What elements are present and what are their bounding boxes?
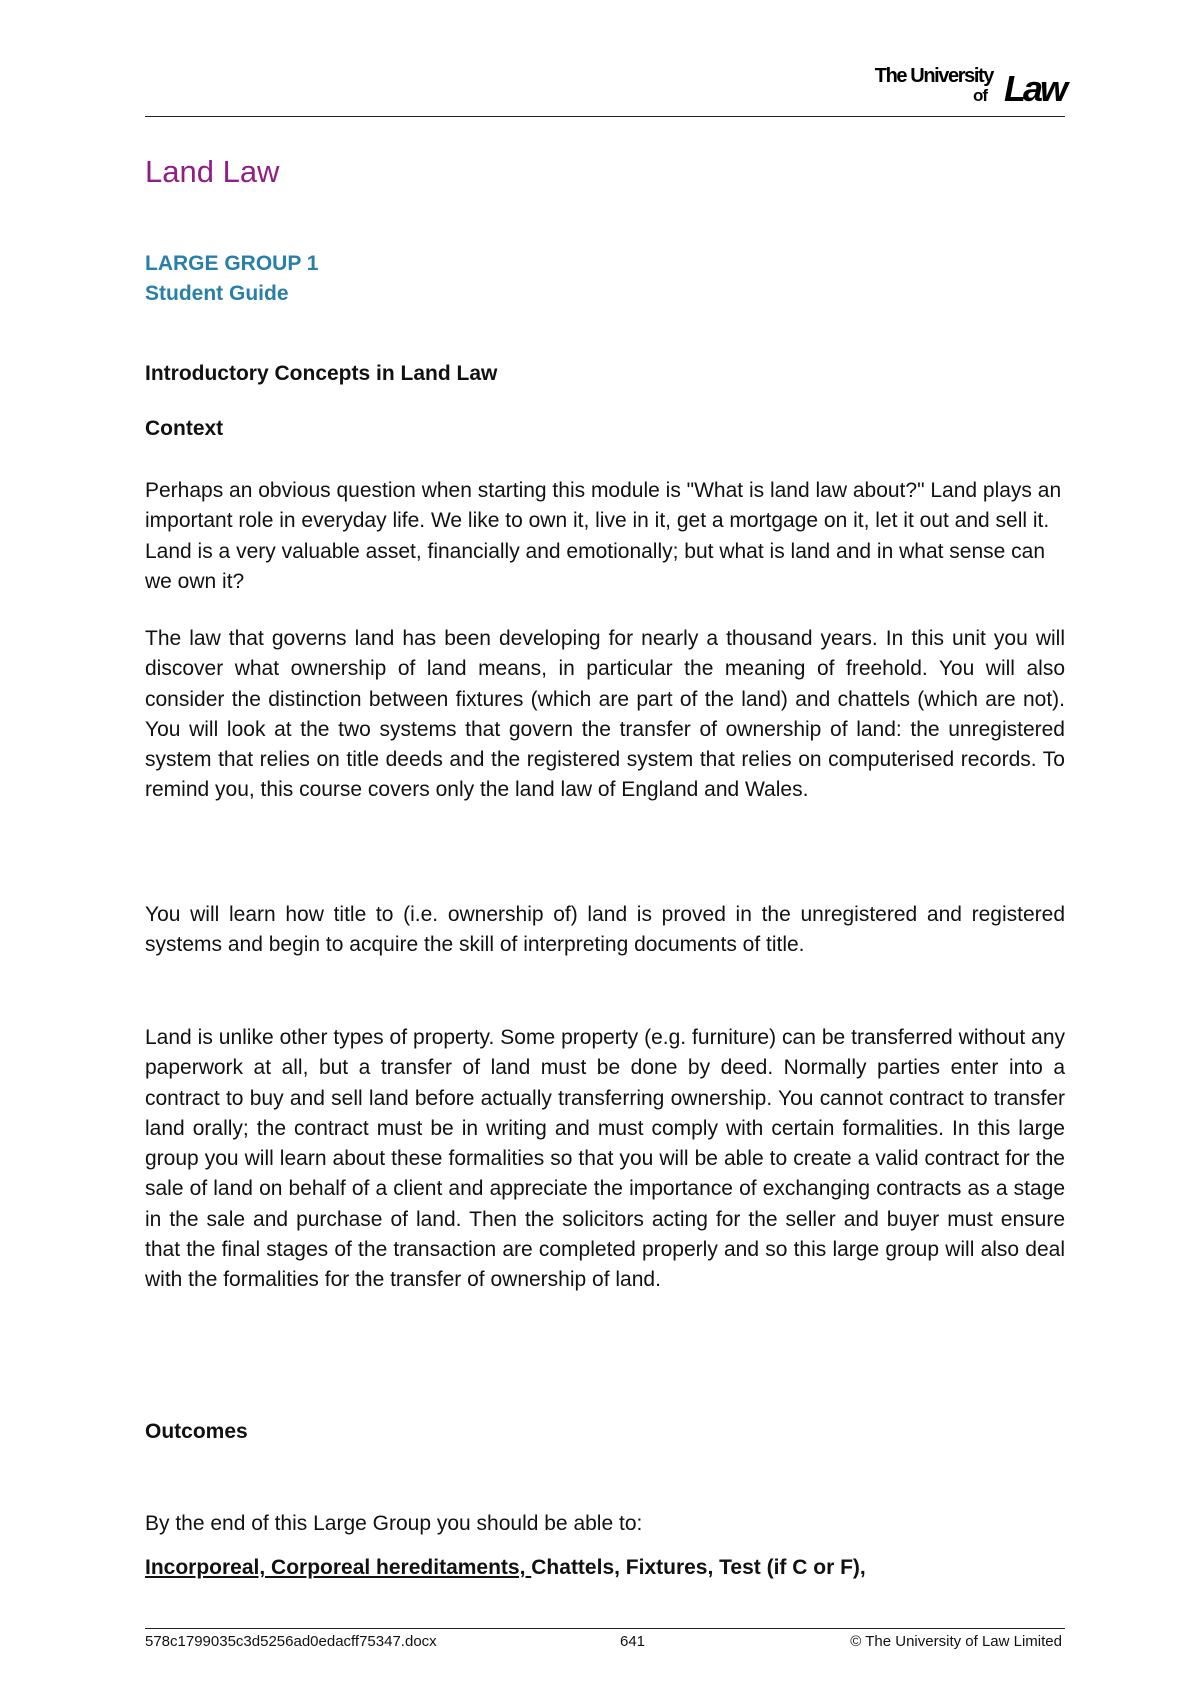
paragraph-1: Perhaps an obvious question when starting this module is "What is land law about?" Land plays an important role in everyday life. We like to own it, live in it, get a mortgage on it, let it out and sell it. Land is a very valuable asset, financially and emotionally; but what is land and in what sense can we own it? bbox=[145, 479, 1062, 593]
footer-divider bbox=[145, 1628, 1065, 1629]
header-divider bbox=[145, 116, 1065, 117]
page-title: Land Law bbox=[145, 154, 280, 189]
footer-copyright: © The University of Law Limited bbox=[850, 1633, 1062, 1650]
logo-text-line1: The University bbox=[874, 65, 993, 87]
outcomes-heading: Outcomes bbox=[145, 1420, 248, 1443]
keywords-rest: Chattels, Fixtures, Test (if C or F), bbox=[531, 1556, 866, 1579]
university-logo bbox=[860, 62, 1065, 110]
document-subtitle bbox=[145, 249, 318, 309]
footer-filename: 578c1799035c3d5256ad0edacff75347.docx bbox=[145, 1633, 437, 1650]
logo-text-line3: Law bbox=[1003, 68, 1065, 109]
outcomes-intro: By the end of this Large Group you should be able to: bbox=[145, 1512, 643, 1535]
subtitle-line2: Student Guide bbox=[145, 282, 289, 305]
keywords-line bbox=[145, 1556, 866, 1580]
subtitle-line1: LARGE GROUP 1 bbox=[145, 252, 319, 275]
footer-page-number: 641 bbox=[620, 1633, 646, 1650]
keywords-underlined: Incorporeal, Corporeal hereditaments, bbox=[145, 1556, 532, 1579]
intro-heading: Introductory Concepts in Land Law bbox=[145, 362, 498, 385]
paragraph-4: Land is unlike other types of property. Some property (e.g. furniture) can be transferred without any paperwork at all, but a transfer of land must be done by deed. Normally parties enter into a contract to buy and sell land before actually transferring ownership. You cannot contract to transfer land orally; the contract must be in writing and must comply with certain formalities. In this large group you will learn about these formalities so that you will be able to create a valid contract for the sale of land on behalf of a client and appreciate the importance of exchanging contracts as a stage in the sale and purchase of land. Then the solicitors acting for the seller and buyer must ensure that the final stages of the transaction are completed properly and so this large group will also deal with the formalities for the transfer of ownership of land. bbox=[145, 1026, 1065, 1292]
context-heading: Context bbox=[145, 417, 224, 440]
paragraph-2: The law that governs land has been developing for nearly a thousand years. In this unit you will discover what ownership of land means, in particular the meaning of freehold. You will also consider the distinction between fixtures (which are part of the land) and chattels (which are not). You will look at the two systems that govern the transfer of ownership of land: the unregistered system that relies on title deeds and the registered system that relies on computerised records. To remind you, this course covers only the land law of England and Wales. bbox=[145, 627, 1065, 802]
logo-text-line2: of bbox=[972, 86, 987, 105]
paragraph-3: You will learn how title to (i.e. ownership of) land is proved in the unregistered and registered systems and begin to acquire the skill of interpreting documents of title. bbox=[145, 903, 1065, 957]
